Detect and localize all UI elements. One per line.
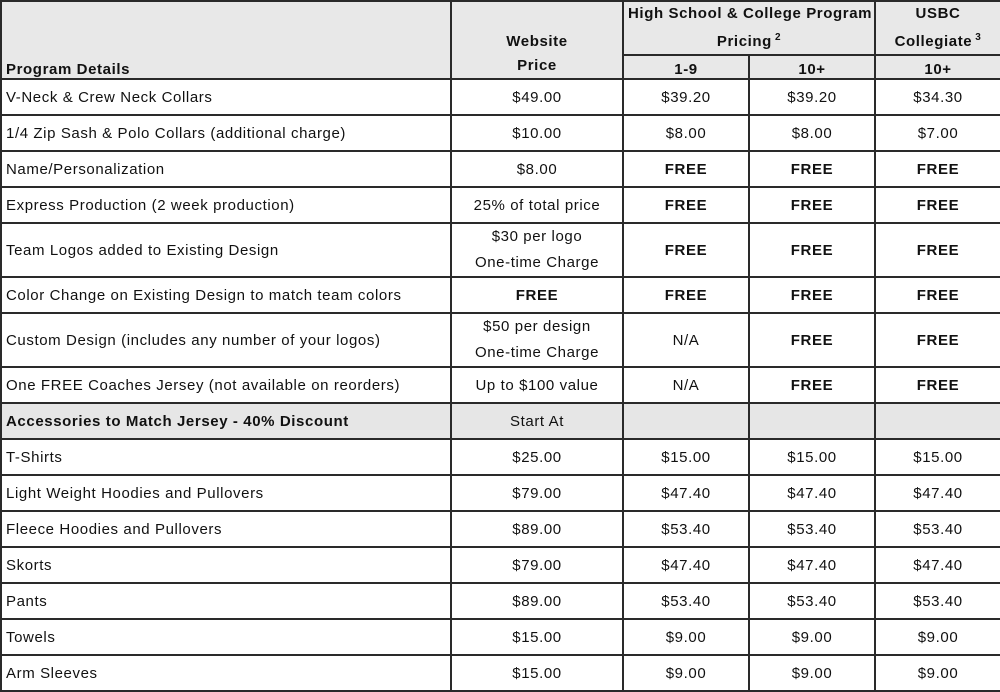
hs-1-9-cell: $9.00 <box>623 619 749 655</box>
website-price-line2: One-time Charge <box>474 254 600 271</box>
hs-10-plus-cell: $53.40 <box>749 583 875 619</box>
table-row <box>1 511 1000 547</box>
website-price-cell: $89.00 <box>451 511 623 547</box>
hs-program-header-line2-wrap <box>628 26 870 54</box>
hs-1-9-cell: $9.00 <box>623 655 749 691</box>
usbc-tier-header: 10+ <box>875 55 1000 79</box>
website-price-cell: $89.00 <box>451 583 623 619</box>
website-price-cell: $79.00 <box>451 475 623 511</box>
row-label: Towels <box>1 619 451 655</box>
hs-college-program-header <box>623 1 875 55</box>
usbc-cell: FREE <box>875 223 1000 277</box>
website-price-cell: $15.00 <box>451 655 623 691</box>
hs-10-plus-cell: $47.40 <box>749 475 875 511</box>
tier-10-plus-header: 10+ <box>749 55 875 79</box>
usbc-cell: FREE <box>875 367 1000 403</box>
usbc-collegiate-header <box>875 1 1000 55</box>
usbc-cell: $47.40 <box>875 475 1000 511</box>
usbc-cell: $47.40 <box>875 547 1000 583</box>
section-empty-cell <box>623 403 749 439</box>
website-price-cell <box>451 223 623 277</box>
table-row <box>1 367 1000 403</box>
section-label: Accessories to Match Jersey - 40% Discount <box>1 403 451 439</box>
table-row <box>1 115 1000 151</box>
table-row <box>1 475 1000 511</box>
hs-1-9-cell: $47.40 <box>623 475 749 511</box>
website-price-cell: $79.00 <box>451 547 623 583</box>
table-row <box>1 187 1000 223</box>
usbc-footnote: 3 <box>975 32 982 43</box>
website-price-cell: FREE <box>451 277 623 313</box>
hs-1-9-cell: $47.40 <box>623 547 749 583</box>
website-price-cell: 25% of total price <box>451 187 623 223</box>
website-price-line2: One-time Charge <box>474 344 600 361</box>
row-label: T-Shirts <box>1 439 451 475</box>
row-label: Skorts <box>1 547 451 583</box>
row-label: Pants <box>1 583 451 619</box>
program-details-header: Program Details <box>1 1 451 79</box>
table-row <box>1 547 1000 583</box>
table-row <box>1 655 1000 691</box>
usbc-cell: FREE <box>875 277 1000 313</box>
hs-1-9-cell: $53.40 <box>623 511 749 547</box>
usbc-cell: $34.30 <box>875 79 1000 115</box>
row-label: Express Production (2 week production) <box>1 187 451 223</box>
row-label: Team Logos added to Existing Design <box>1 223 451 277</box>
hs-10-plus-cell: FREE <box>749 277 875 313</box>
hs-10-plus-cell: FREE <box>749 367 875 403</box>
usbc-cell: FREE <box>875 313 1000 367</box>
table-row <box>1 79 1000 115</box>
usbc-header-line1: USBC <box>915 5 961 22</box>
usbc-header-line2: Collegiate <box>894 33 973 50</box>
website-price-cell: Up to $100 value <box>451 367 623 403</box>
hs-program-footnote: 2 <box>774 32 782 43</box>
website-price-cell: $25.00 <box>451 439 623 475</box>
row-label: V-Neck & Crew Neck Collars <box>1 79 451 115</box>
website-price-cell: $8.00 <box>451 151 623 187</box>
section-header-row <box>1 403 1000 439</box>
row-label: Fleece Hoodies and Pullovers <box>1 511 451 547</box>
hs-1-9-cell: $15.00 <box>623 439 749 475</box>
row-label: Color Change on Existing Design to match team colors <box>1 277 451 313</box>
website-price-cell: $10.00 <box>451 115 623 151</box>
table-row <box>1 151 1000 187</box>
hs-1-9-cell: FREE <box>623 277 749 313</box>
tier-1-9-header: 1-9 <box>623 55 749 79</box>
usbc-header-line2-wrap <box>880 26 996 54</box>
website-price-cell: $49.00 <box>451 79 623 115</box>
section-empty-cell <box>749 403 875 439</box>
hs-1-9-cell: FREE <box>623 151 749 187</box>
row-label: 1/4 Zip Sash & Polo Collars (additional charge) <box>1 115 451 151</box>
website-price-header-line1: Website <box>506 33 568 50</box>
section-start-at: Start At <box>451 403 623 439</box>
hs-1-9-cell: $53.40 <box>623 583 749 619</box>
row-label: One FREE Coaches Jersey (not available on reorders) <box>1 367 451 403</box>
hs-1-9-cell: N/A <box>623 367 749 403</box>
row-label: Custom Design (includes any number of your logos) <box>1 313 451 367</box>
website-price-line1: $30 per logo <box>491 228 583 245</box>
table-row <box>1 277 1000 313</box>
hs-program-header-line1: High School & College Program <box>628 5 873 22</box>
usbc-cell: $15.00 <box>875 439 1000 475</box>
hs-1-9-cell: N/A <box>623 313 749 367</box>
hs-program-header-line2: Pricing <box>716 33 772 50</box>
table-row <box>1 223 1000 277</box>
website-price-header <box>451 1 623 79</box>
website-price-line1: $50 per design <box>483 318 591 335</box>
hs-1-9-cell: FREE <box>623 187 749 223</box>
usbc-cell: FREE <box>875 151 1000 187</box>
hs-10-plus-cell: FREE <box>749 223 875 277</box>
usbc-cell: $53.40 <box>875 583 1000 619</box>
hs-10-plus-cell: $39.20 <box>749 79 875 115</box>
hs-10-plus-cell: $53.40 <box>749 511 875 547</box>
website-price-cell: $15.00 <box>451 619 623 655</box>
row-label: Light Weight Hoodies and Pullovers <box>1 475 451 511</box>
usbc-cell: $53.40 <box>875 511 1000 547</box>
row-label: Name/Personalization <box>1 151 451 187</box>
website-price-cell <box>451 313 623 367</box>
usbc-cell: $9.00 <box>875 655 1000 691</box>
usbc-cell: FREE <box>875 187 1000 223</box>
row-label: Arm Sleeves <box>1 655 451 691</box>
hs-10-plus-cell: $47.40 <box>749 547 875 583</box>
usbc-cell: $7.00 <box>875 115 1000 151</box>
hs-10-plus-cell: $9.00 <box>749 619 875 655</box>
hs-10-plus-cell: $15.00 <box>749 439 875 475</box>
table-row <box>1 313 1000 367</box>
hs-10-plus-cell: FREE <box>749 313 875 367</box>
table-row <box>1 619 1000 655</box>
hs-10-plus-cell: $9.00 <box>749 655 875 691</box>
hs-10-plus-cell: FREE <box>749 151 875 187</box>
section-empty-cell <box>875 403 1000 439</box>
website-price-header-line2: Price <box>517 57 557 74</box>
hs-10-plus-cell: $8.00 <box>749 115 875 151</box>
hs-1-9-cell: $39.20 <box>623 79 749 115</box>
table-row <box>1 439 1000 475</box>
hs-1-9-cell: $8.00 <box>623 115 749 151</box>
header-row <box>1 1 1000 55</box>
table-row <box>1 583 1000 619</box>
usbc-cell: $9.00 <box>875 619 1000 655</box>
hs-10-plus-cell: FREE <box>749 187 875 223</box>
hs-1-9-cell: FREE <box>623 223 749 277</box>
